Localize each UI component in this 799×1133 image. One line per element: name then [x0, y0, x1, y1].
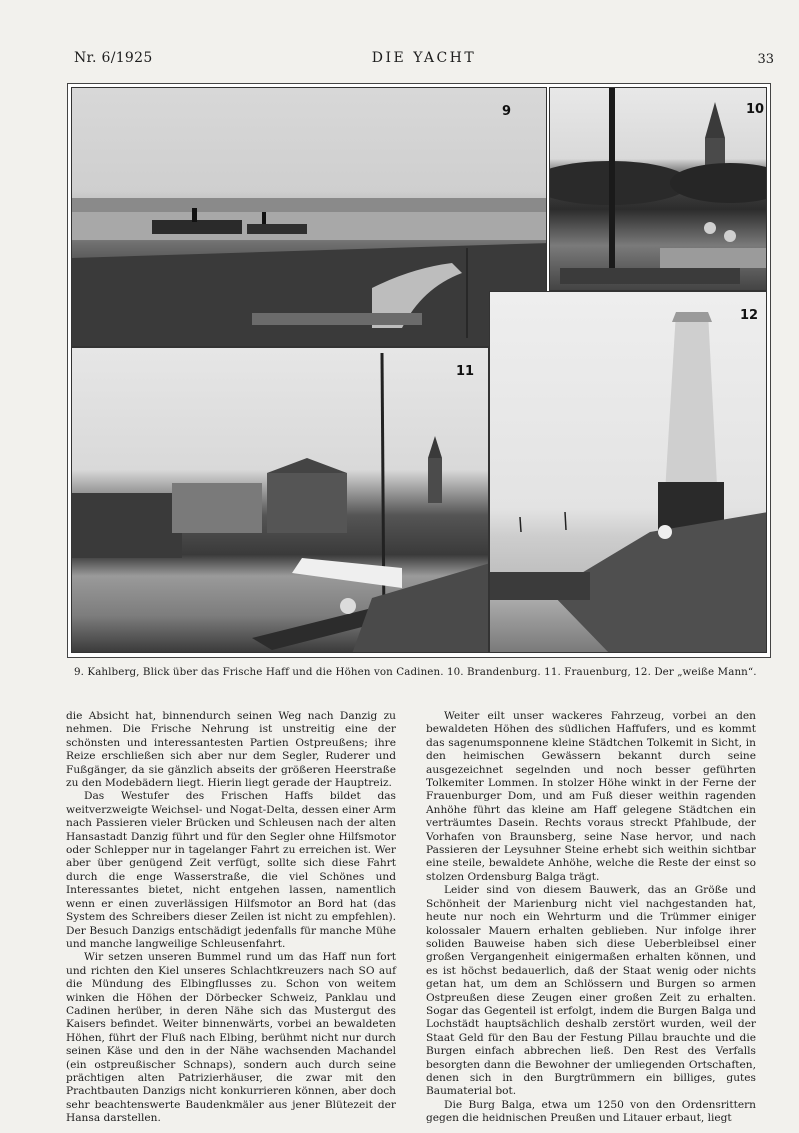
photo-kahlberg-drawing — [72, 88, 547, 347]
photo-kahlberg — [71, 87, 547, 347]
paragraph: Leider sind von diesem Bauwerk, das an Größe und Schönheit der Marienburg nicht viel nachgestanden hat, heute nur noch ein Wehrturm und die Trümmer einiger kolossaler Mauern erhalten geblieben. Nur infolge ihrer soliden Bauweise haben sich diese Ueberbleibsel einer großen Vergangenheit einigermaßen erhalten können, und es ist höchst bedauerlich, daß der Staat wenig oder nichts getan hat, um dem an Schlössern und Burgen so armen Ostpreußen diese Zeugen einer großen Zeit zu erhalten. Sogar das Gegenteil ist erfolgt, indem die Burgen Balga und Lochstädt hauptsächlich deshalb zerstört wurden, weil der Staat Geld für den Bau der Festung Pillau brauchte und die Burgen einfach abbrechen ließ. Den Rest des Verfalls besorgten dann die Bewohner der umliegenden Ortschaften, denen sich in den Burgtrümmern ein billiges, gutes Baumaterial bot. — [426, 884, 756, 1098]
paragraph: Weiter eilt unser wackeres Fahrzeug, vorbei an den bewaldeten Höhen des südlichen Haffufers, und es kommt das sagenumsponnene kleine Städtchen Tolkemit in Sicht, in den heimischen Gewässern bekannt durch seine ausgezeichnet segelnden und noch besser geführten Tolkemiter Lommen. In stolzer Höhe winkt in der Ferne der Frauenburger Dom, und am Fuß dieser weithin ragenden Anhöhe führt das kleine am Haff gelegene Städtchen ein verträumtes Dasein. Rechts voraus streckt Pfahlbude, der Vorhafen von Braunsberg, seine Nase hervor, und nach Passieren der Leysuhner Steine erhebt sich weithin sichtbar eine steile, bewaldete Anhöhe, welche die Reste der einst so stolzen Ordensburg Balga trägt. — [426, 710, 756, 883]
photo-plate — [67, 83, 771, 658]
text-column-right — [426, 710, 756, 1126]
photo-number-10: 10 — [746, 102, 765, 117]
magazine-title: DIE YACHT — [371, 50, 477, 66]
photo-number-12: 12 — [740, 308, 759, 323]
text-column-left — [66, 710, 396, 1126]
page-number: 33 — [757, 52, 774, 67]
photo-number-11: 11 — [456, 364, 475, 379]
photo-frauenburg-drawing — [72, 348, 489, 653]
page-header — [74, 50, 774, 70]
photo-brandenburg — [549, 87, 767, 291]
photo-frauenburg — [71, 347, 489, 653]
photo-weisser-mann — [489, 291, 767, 653]
photo-weisser-mann-drawing — [490, 292, 767, 653]
paragraph: die Absicht hat, binnendurch seinen Weg nach Danzig zu nehmen. Die Frische Nehrung ist unstreitig eine der schönsten und interessantesten Partien Ostpreußens; ihre Reize erschließen sich aber nur dem Segler, Ruderer und Fußgänger, da sie gänzlich abseits der größeren Heerstraße zu den Modebädern liegt. Hierin liegt gerade der Hauptreiz. — [66, 710, 396, 790]
photo-brandenburg-drawing — [550, 88, 767, 291]
paragraph: Die Burg Balga, etwa um 1250 von den Ordensrittern gegen die heidnischen Preußen und Litauer erbaut, liegt — [426, 1098, 756, 1125]
paragraph: Das Westufer des Frischen Haffs bildet das weitverzweigte Weichsel- und Nogat-Delta, dessen einer Arm nach Passieren vieler Brücken und Schleusen nach der alten Hansastadt Danzig führt und für den Segler ohne Hilfsmotor oder Schlepper nur in tagelanger Fahrt zu erreichen ist. Wer aber über genügend Zeit verfügt, sollte sich diese Fahrt durch die enge Wasserstraße, die viel Schönes und Interessantes bietet, nicht entgehen lassen, namentlich wenn er einen zuverlässigen Hilfsmotor an Bord hat (das System des Schreibers dieser Zeilen ist nicht zu empfehlen). Der Besuch Danzigs entschädigt jedenfalls für manche Mühe und manche langweilige Schleusenfahrt. — [66, 790, 396, 950]
photo-caption: 9. Kahlberg, Blick über das Frische Haff und die Höhen von Cadinen. 10. Brandenburg. 11. Frauenburg, 12. Der „weiße Mann“. — [74, 666, 757, 678]
photo-number-9: 9 — [502, 104, 512, 119]
paragraph: Wir setzen unseren Bummel rund um das Haff nun fort und richten den Kiel unseres Schlachtkreuzers nach SO auf die Mündung des Elbingflusses zu. Schon von weitem winken die Höhen der Dörbecker Schweiz, Panklau und Cadinen herüber, in deren Nähe sich das Mustergut des Kaisers befindet. Weiter binnenwärts, vorbei an bewaldeten Höhen, führt der Fluß nach Elbing, berühmt nicht nur durch seinen Käse und den in der Nähe wachsenden Machandel (ein ostpreußischer Schnaps), sondern auch durch seine prächtigen alten Patrizierhäuser, die zwar mit den Prachtbauten Danzigs nicht konkurrieren können, aber doch sehr beachtenswerte Baudenkmäler aus jener Blütezeit der Hansa darstellen. — [66, 951, 396, 1125]
issue-number: Nr. 6/1925 — [74, 50, 153, 66]
